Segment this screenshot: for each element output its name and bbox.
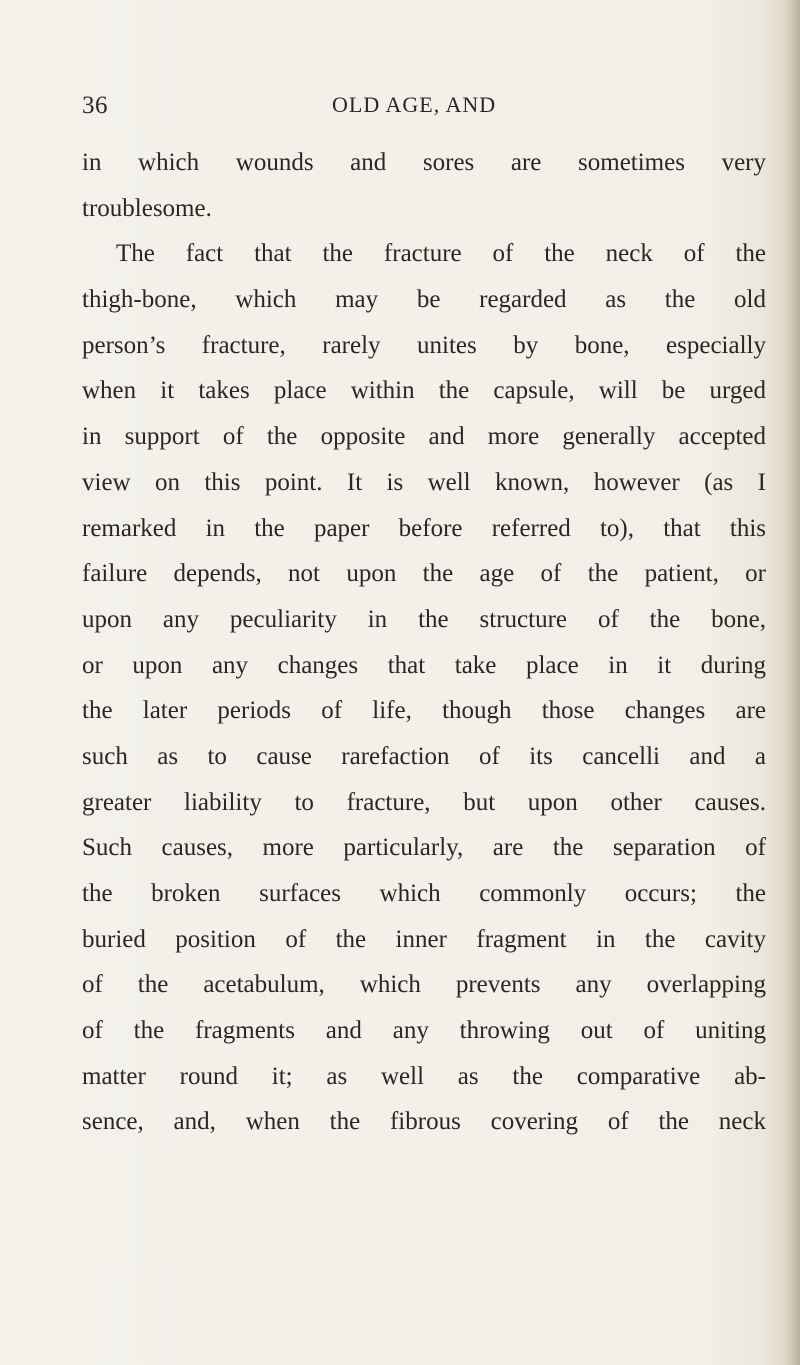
text-line: failure depends, not upon the age of the patient, or — [82, 560, 766, 588]
body-text — [82, 140, 766, 1145]
text-line: of the acetabulum, which prevents any overlapping — [82, 971, 766, 999]
text-line: buried position of the inner fragment in the cavity — [82, 925, 766, 953]
text-line: The fact that the fracture of the neck of the — [116, 240, 766, 268]
text-line: of the fragments and any throwing out of uniting — [82, 1017, 766, 1045]
page-header — [82, 92, 762, 132]
running-head: OLD AGE, AND — [332, 92, 497, 117]
page-number: 36 — [82, 92, 108, 119]
text-line: the later periods of life, though those changes are — [82, 697, 766, 725]
text-line: sence, and, when the fibrous covering of the neck — [82, 1108, 766, 1136]
text-line: when it takes place within the capsule, will be urged — [82, 377, 766, 405]
text-line: remarked in the paper before referred to), that this — [82, 514, 766, 542]
text-line: troublesome. — [82, 194, 212, 222]
text-line: Such causes, more particularly, are the separation of — [82, 834, 766, 862]
text-line: in which wounds and sores are sometimes very — [82, 149, 766, 176]
text-line: person’s fracture, rarely unites by bone, especially — [82, 331, 766, 359]
page-edge-shadow — [782, 0, 800, 1365]
text-line: in support of the opposite and more generally accepted — [82, 423, 766, 451]
text-line: upon any peculiarity in the structure of the bone, — [82, 605, 766, 633]
text-line: such as to cause rarefaction of its cancelli and a — [82, 742, 766, 770]
text-line: view on this point. It is well known, however (as I — [82, 468, 766, 496]
text-line: or upon any changes that take place in it during — [82, 651, 766, 679]
text-line: thigh-bone, which may be regarded as the old — [82, 286, 766, 314]
text-line: greater liability to fracture, but upon other causes. — [82, 788, 766, 816]
text-line: matter round it; as well as the comparative ab- — [82, 1062, 766, 1090]
text-line: the broken surfaces which commonly occurs; the — [82, 880, 766, 907]
